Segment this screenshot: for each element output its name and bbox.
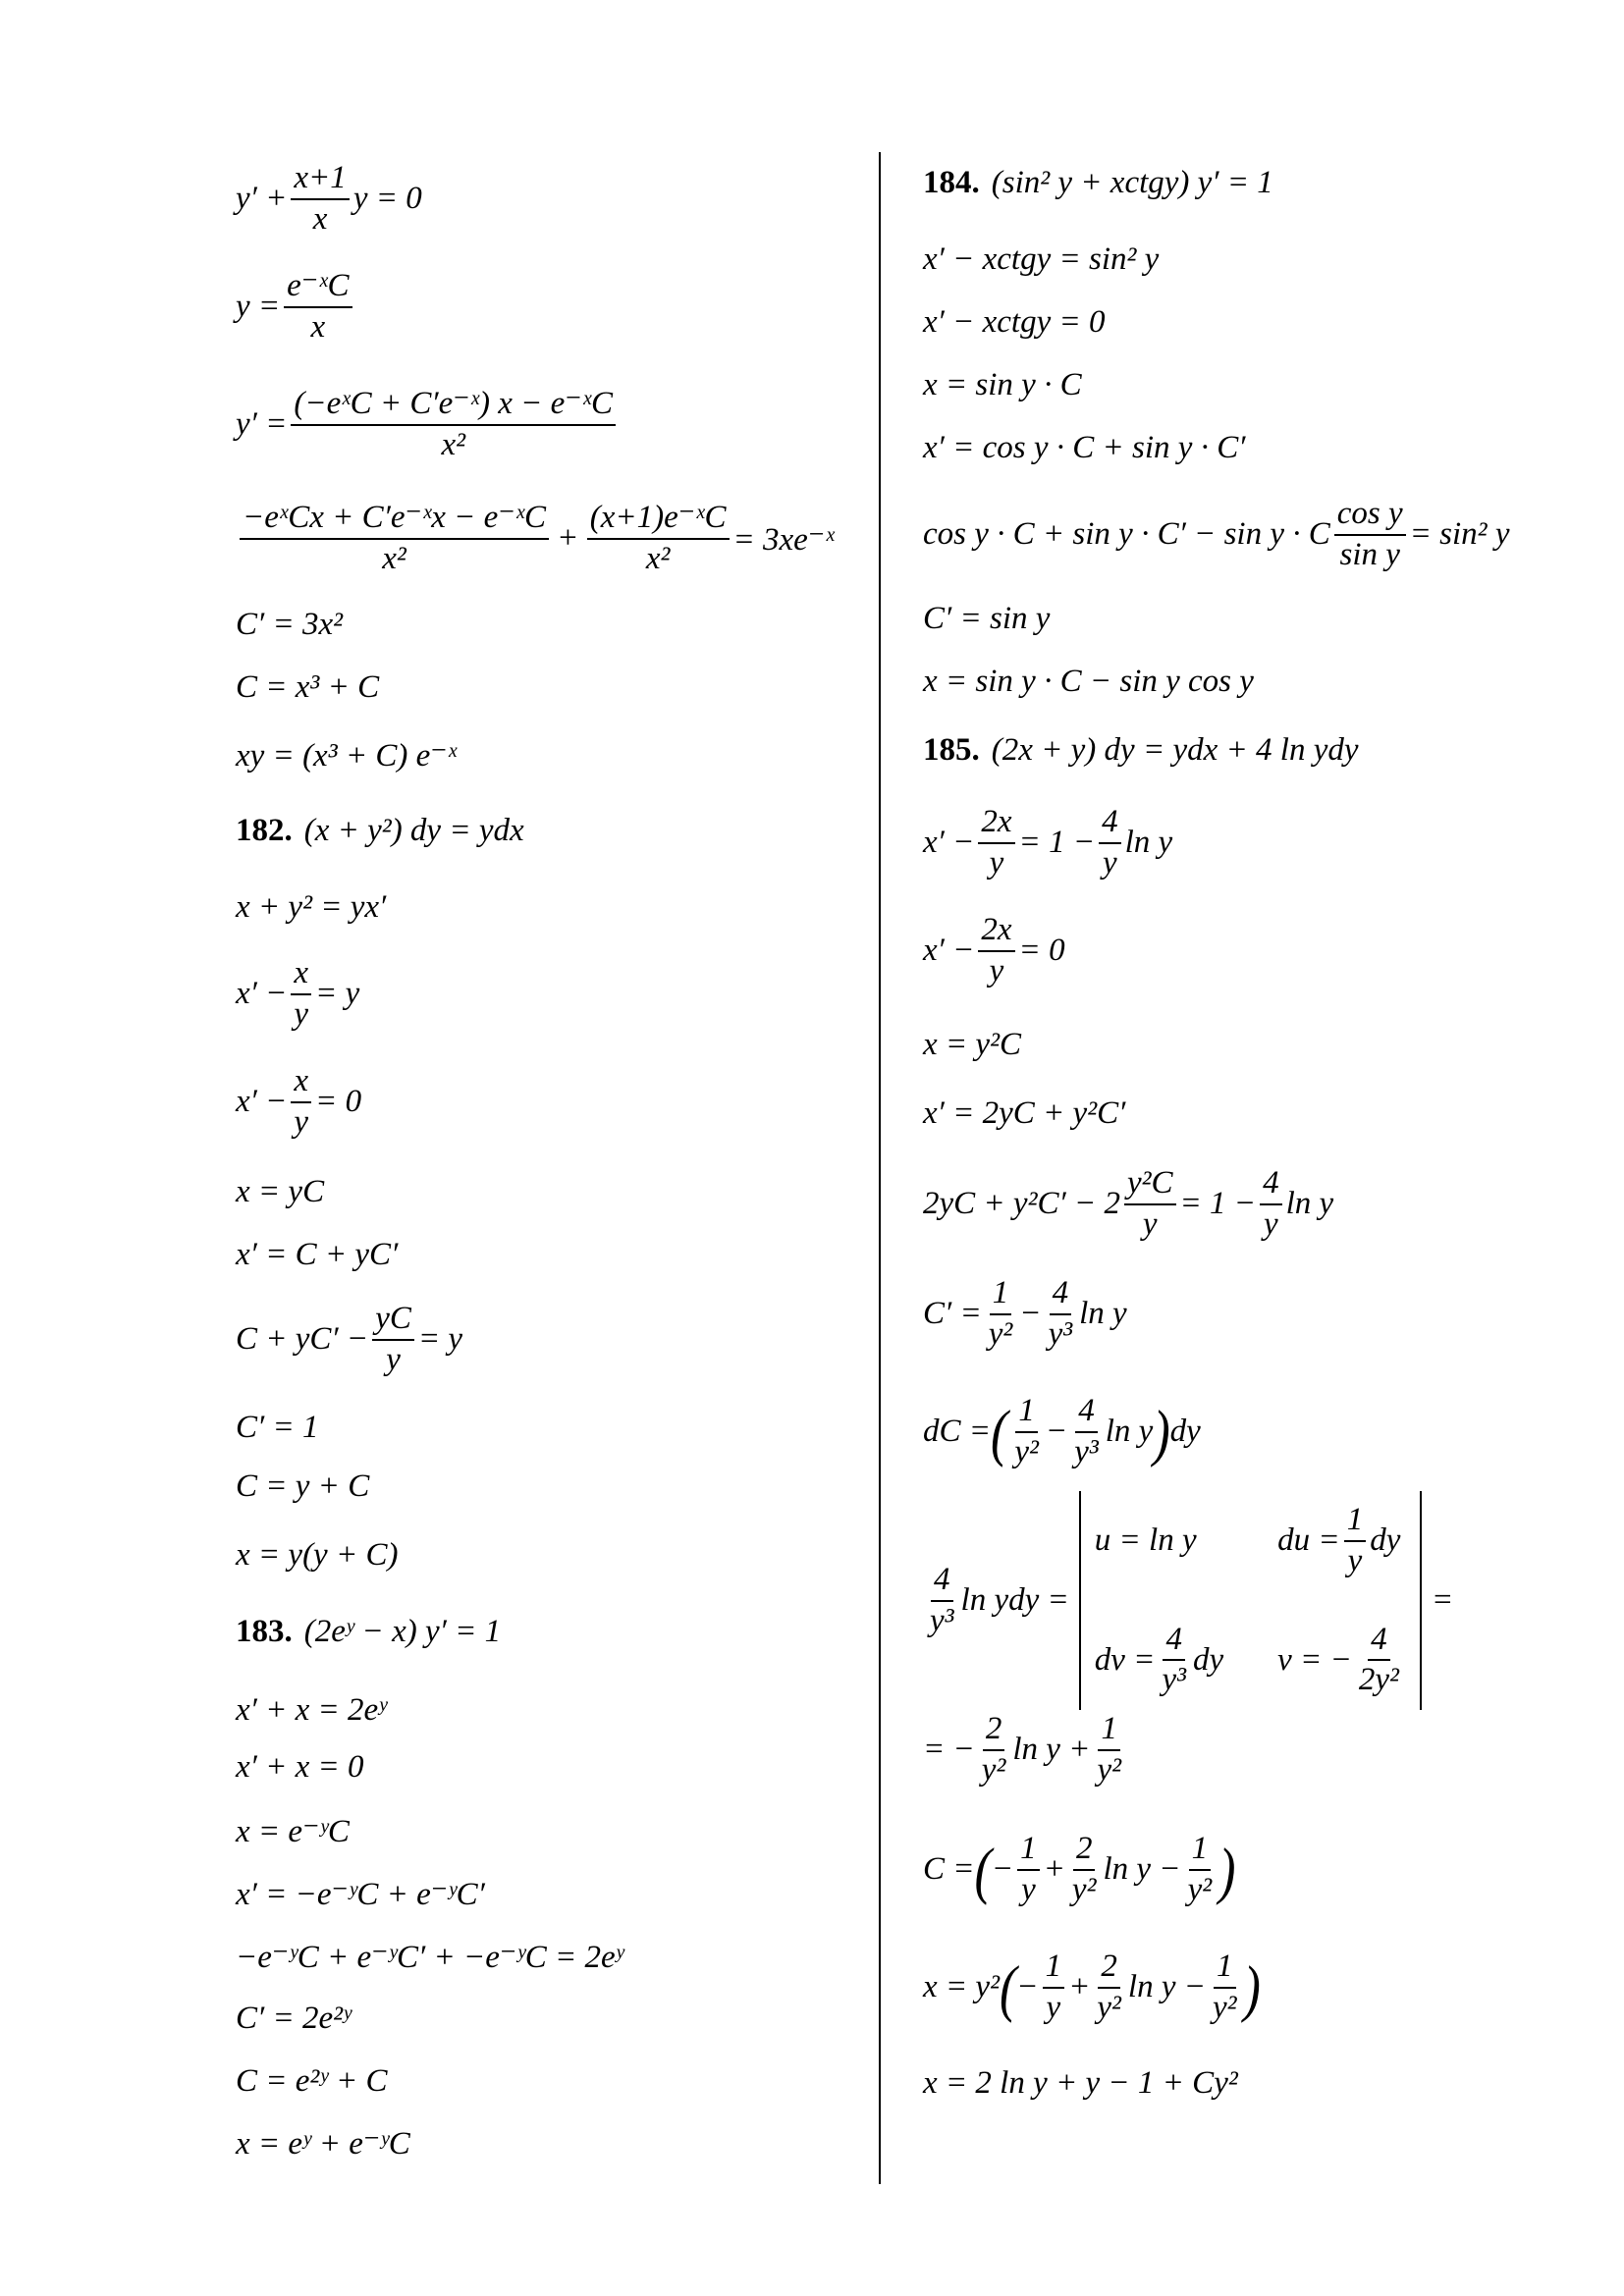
fraction: [1356, 1621, 1402, 1700]
eq-182-line-6: [236, 1300, 463, 1377]
fraction: [1260, 1164, 1282, 1244]
denominator: x²: [382, 540, 406, 576]
eq-text: y′ =: [236, 406, 288, 442]
numerator: (x+1)e⁻ˣC: [587, 499, 730, 540]
eq-183-line-5: −e⁻ʸC + e⁻ʸC′ + −e⁻ʸC = 2eʸ: [236, 1939, 624, 1975]
fraction: [978, 911, 1014, 990]
eq-183-line-6: C′ = 2e²ʸ: [236, 2001, 352, 2036]
fraction: [1185, 1830, 1216, 1909]
numerator: (−eˣC + C′e⁻ˣ) x − e⁻ˣC: [291, 385, 616, 426]
denominator: y: [989, 952, 1004, 988]
eq-185-line-8: [923, 1502, 1454, 1698]
denominator: y: [1103, 844, 1117, 881]
eq-181-line-4: [236, 499, 835, 576]
eq-185-line-4: x′ = 2yC + y²C′: [923, 1095, 1126, 1131]
eq-text: x′ −: [236, 976, 288, 1011]
problem-number: 184.: [923, 165, 980, 200]
eq-181-line-7: xy = (x³ + C) e⁻ˣ: [236, 737, 457, 774]
eq-text: ln ydy =: [960, 1582, 1069, 1618]
eq-text: 2yC + y²C′ − 2: [923, 1186, 1120, 1221]
eq-text: =: [1431, 1582, 1454, 1618]
numerator: yC: [372, 1300, 414, 1341]
eq-182-line-9: x = y(y + C): [236, 1537, 399, 1573]
ibp-du: [1277, 1501, 1406, 1580]
denominator: y³: [1162, 1662, 1186, 1698]
fraction: [1159, 1621, 1189, 1700]
eq-182-line-8: C = y + C: [236, 1468, 370, 1504]
eq-183-line-7: C = e²ʸ + C: [236, 2063, 388, 2099]
eq-185-line-5: [923, 1164, 1334, 1242]
eq-text: −: [1019, 1296, 1042, 1331]
eq-text: x′ −: [923, 933, 975, 968]
denominator: y²: [1014, 1433, 1039, 1469]
numerator: e⁻ˣC: [284, 267, 352, 308]
problem-183-header: [236, 1614, 502, 1649]
numerator: 4: [931, 1561, 953, 1602]
denominator: y: [294, 995, 309, 1032]
fraction: [1210, 1948, 1240, 2027]
eq-text: v = −: [1277, 1641, 1352, 1678]
eq-text: x′ −: [236, 1084, 288, 1119]
eq-text: = 3xe⁻ˣ: [732, 521, 835, 558]
eq-182-line-4: x = yC: [236, 1174, 325, 1209]
eq-text: dv =: [1094, 1641, 1156, 1678]
eq-text: ln y −: [1103, 1851, 1181, 1887]
problem-185-header: [923, 732, 1359, 768]
eq-text: = 1 −: [1179, 1186, 1257, 1221]
eq-text: = y: [315, 976, 360, 1011]
eq-182-line-5: x′ = C + yC′: [236, 1237, 399, 1272]
eq-text: u = ln y: [1094, 1522, 1197, 1559]
eq-text: +: [1068, 1969, 1091, 2004]
eq-text: x = y²: [923, 1969, 1000, 2004]
eq-text: = 0: [1018, 933, 1065, 968]
problem-equation: (x + y²) dy = ydx: [303, 813, 524, 848]
fraction: [1071, 1392, 1102, 1471]
eq-text: cos y · C + sin y · C′ − sin y · C: [923, 516, 1330, 552]
numerator: 4: [1368, 1621, 1390, 1662]
eq-184-line-4: x′ = cos y · C + sin y · C′: [923, 430, 1246, 465]
eq-181-line-1: [236, 159, 422, 237]
numerator: 1: [1214, 1948, 1236, 1989]
fraction: [1043, 1948, 1065, 2027]
eq-text: dC =: [923, 1414, 992, 1449]
denominator: y: [386, 1341, 401, 1377]
eq-182-line-7: C′ = 1: [236, 1410, 319, 1445]
plus-sign: +: [559, 520, 577, 556]
eq-184-line-1: x′ − xctgy = sin² y: [923, 241, 1160, 277]
ibp-v: [1277, 1621, 1406, 1700]
denominator: y: [294, 1103, 309, 1140]
integration-by-parts-table: [1079, 1491, 1422, 1709]
fraction: [1094, 1948, 1124, 2027]
numerator: 1: [1015, 1392, 1038, 1433]
eq-text: dy: [1370, 1522, 1401, 1559]
denominator: x²: [645, 540, 671, 576]
eq-text: ln y: [1079, 1296, 1127, 1331]
eq-184-line-5: [923, 495, 1510, 572]
column-divider: [879, 152, 881, 2184]
eq-text: C′ =: [923, 1296, 982, 1331]
eq-text: −: [991, 1851, 1014, 1887]
numerator: 2: [1098, 1948, 1120, 1989]
denominator: y²: [1071, 1871, 1097, 1907]
problem-184-header: [923, 165, 1273, 200]
eq-185-line-6: [923, 1274, 1127, 1352]
eq-text: ln y: [1105, 1414, 1154, 1449]
problem-182-header: [236, 813, 524, 848]
fraction: [587, 499, 730, 578]
denominator: y²: [981, 1751, 1006, 1788]
fraction: [986, 1274, 1016, 1354]
fraction: [291, 159, 349, 239]
fraction: [240, 499, 549, 578]
eq-185-line-1: [923, 803, 1173, 881]
eq-text: du =: [1277, 1522, 1340, 1559]
eq-text: ln y: [1124, 825, 1173, 860]
eq-181-line-3: [236, 385, 620, 462]
eq-text: y =: [236, 289, 281, 324]
problem-number: 182.: [236, 813, 293, 848]
eq-185-line-3: x = y²C: [923, 1027, 1021, 1062]
eq-182-line-1: x + y² = yx′: [236, 889, 387, 925]
eq-184-line-3: x = sin y · C: [923, 367, 1082, 402]
eq-183-line-1: x′ + x = 2eʸ: [236, 1692, 387, 1728]
eq-182-line-2: [236, 954, 360, 1032]
numerator: x+1: [291, 159, 349, 200]
numerator: x: [291, 1062, 311, 1103]
fraction: [978, 803, 1014, 882]
denominator: y: [1021, 1871, 1036, 1907]
eq-text: −: [1016, 1969, 1039, 2004]
numerator: 1: [1344, 1501, 1367, 1542]
denominator: y: [1142, 1205, 1158, 1242]
numerator: 1: [1043, 1948, 1065, 1989]
fraction: [1069, 1830, 1100, 1909]
eq-185-line-11: x = y² ( − $\frac{1}{y}$ + $\frac{2}{\text{y²}}$ ln y − $\frac{1}{\text{y²}}$ ): [923, 1987, 1261, 1988]
eq-text: ln y −: [1127, 1969, 1206, 2004]
denominator: y²: [1187, 1871, 1213, 1907]
eq-text: = −: [923, 1732, 975, 1767]
eq-text: C =: [923, 1851, 975, 1887]
numerator: cos y: [1334, 495, 1406, 536]
ibp-u: [1095, 1522, 1223, 1559]
problem-number: 185.: [923, 732, 980, 768]
eq-183-line-8: x = eʸ + e⁻ʸC: [236, 2125, 410, 2162]
denominator: sin y: [1339, 536, 1400, 572]
fraction: [1344, 1501, 1367, 1580]
eq-text: = 0: [315, 1084, 362, 1119]
denominator: y: [1347, 1542, 1363, 1578]
numerator: 1: [1017, 1830, 1040, 1871]
eq-text: dy: [1169, 1414, 1201, 1449]
fraction: [291, 385, 616, 464]
numerator: x: [291, 954, 311, 995]
fraction: [291, 954, 311, 1034]
eq-183-line-3: x = e⁻ʸC: [236, 1813, 350, 1849]
eq-text: dy: [1193, 1641, 1224, 1678]
eq-181-line-5: C′ = 3x²: [236, 607, 344, 642]
denominator: y³: [1074, 1433, 1099, 1469]
eq-184-line-7: x = sin y · C − sin y cos y: [923, 664, 1254, 699]
denominator: y: [1264, 1205, 1278, 1242]
denominator: x: [312, 200, 328, 237]
eq-text: = y: [417, 1321, 463, 1357]
fraction: [979, 1710, 1009, 1789]
fraction: [1046, 1274, 1076, 1354]
numerator: 1: [990, 1274, 1012, 1315]
eq-185-line-12: x = 2 ln y + y − 1 + Cy²: [923, 2065, 1238, 2101]
eq-text: = 1 −: [1018, 825, 1096, 860]
eq-181-line-6: C = x³ + C: [236, 669, 380, 705]
numerator: 2: [1073, 1830, 1096, 1871]
numerator: 2x: [978, 803, 1014, 844]
denominator: y²: [1097, 1989, 1121, 2025]
problem-equation: (2x + y) dy = ydx + 4 ln ydy: [991, 732, 1359, 768]
denominator: y²: [988, 1315, 1013, 1352]
fraction: [372, 1300, 414, 1379]
denominator: x²: [441, 426, 465, 462]
eq-text: y = 0: [352, 181, 422, 216]
numerator: y²C: [1124, 1164, 1176, 1205]
eq-184-line-2: x′ − xctgy = 0: [923, 304, 1106, 340]
eq-text: −: [1045, 1414, 1068, 1449]
denominator: y²: [1097, 1751, 1121, 1788]
problem-number: 183.: [236, 1614, 293, 1649]
fraction: [1124, 1164, 1176, 1244]
eq-185-line-9: [923, 1710, 1128, 1788]
eq-text: x′ −: [923, 825, 975, 860]
numerator: 4: [1260, 1164, 1282, 1205]
numerator: 4: [1075, 1392, 1098, 1433]
fraction: [1094, 1710, 1124, 1789]
numerator: −eˣCx + C′e⁻ˣx − e⁻ˣC: [240, 499, 549, 540]
numerator: 2x: [978, 911, 1014, 952]
eq-text: y′ +: [236, 181, 288, 216]
eq-text: ln y +: [1012, 1732, 1091, 1767]
eq-184-line-6: C′ = sin y: [923, 601, 1051, 636]
eq-185-line-10: C = ( − $\frac{1}{y}$ + $\frac{2}{\text{y²}}$ ln y − $\frac{1}{\text{y²}}$ ): [923, 1869, 1235, 1870]
eq-text: +: [1043, 1851, 1065, 1887]
denominator: y³: [1048, 1315, 1073, 1352]
fraction: [927, 1561, 957, 1640]
numerator: 2: [983, 1710, 1005, 1751]
denominator: 2y²: [1358, 1662, 1399, 1698]
problem-equation: (sin² y + xctgy) y′ = 1: [991, 165, 1273, 200]
eq-text: C + yC′ −: [236, 1321, 369, 1357]
denominator: y²: [1213, 1989, 1237, 2025]
eq-185-line-2: [923, 911, 1065, 988]
denominator: y: [989, 844, 1004, 881]
eq-text: = sin² y: [1409, 516, 1510, 552]
numerator: 1: [1189, 1830, 1212, 1871]
numerator: 4: [1050, 1274, 1072, 1315]
eq-text: ln y: [1285, 1186, 1334, 1221]
numerator: 1: [1098, 1710, 1120, 1751]
denominator: y: [1046, 1989, 1061, 2025]
denominator: x: [310, 308, 326, 345]
eq-185-line-7: dC = ( $\frac{1}{\text{y²}}$ − $\frac{4}{\text{y³}}$ ln y ) dy: [923, 1431, 1201, 1432]
fraction: [284, 267, 352, 347]
numerator: 4: [1099, 803, 1121, 844]
numerator: 4: [1163, 1621, 1185, 1662]
eq-183-line-4: x′ = −e⁻ʸC + e⁻ʸC′: [236, 1876, 485, 1912]
eq-182-line-3: [236, 1062, 362, 1140]
ibp-dv: [1095, 1621, 1223, 1700]
fraction: [1099, 803, 1121, 882]
fraction: [1334, 495, 1406, 574]
problem-equation: (2eʸ − x) y′ = 1: [303, 1614, 502, 1649]
fraction: [291, 1062, 311, 1142]
denominator: y³: [930, 1602, 954, 1638]
fraction: [1011, 1392, 1042, 1471]
fraction: [1017, 1830, 1040, 1909]
eq-181-line-2: [236, 267, 356, 345]
eq-183-line-2: x′ + x = 0: [236, 1749, 364, 1785]
